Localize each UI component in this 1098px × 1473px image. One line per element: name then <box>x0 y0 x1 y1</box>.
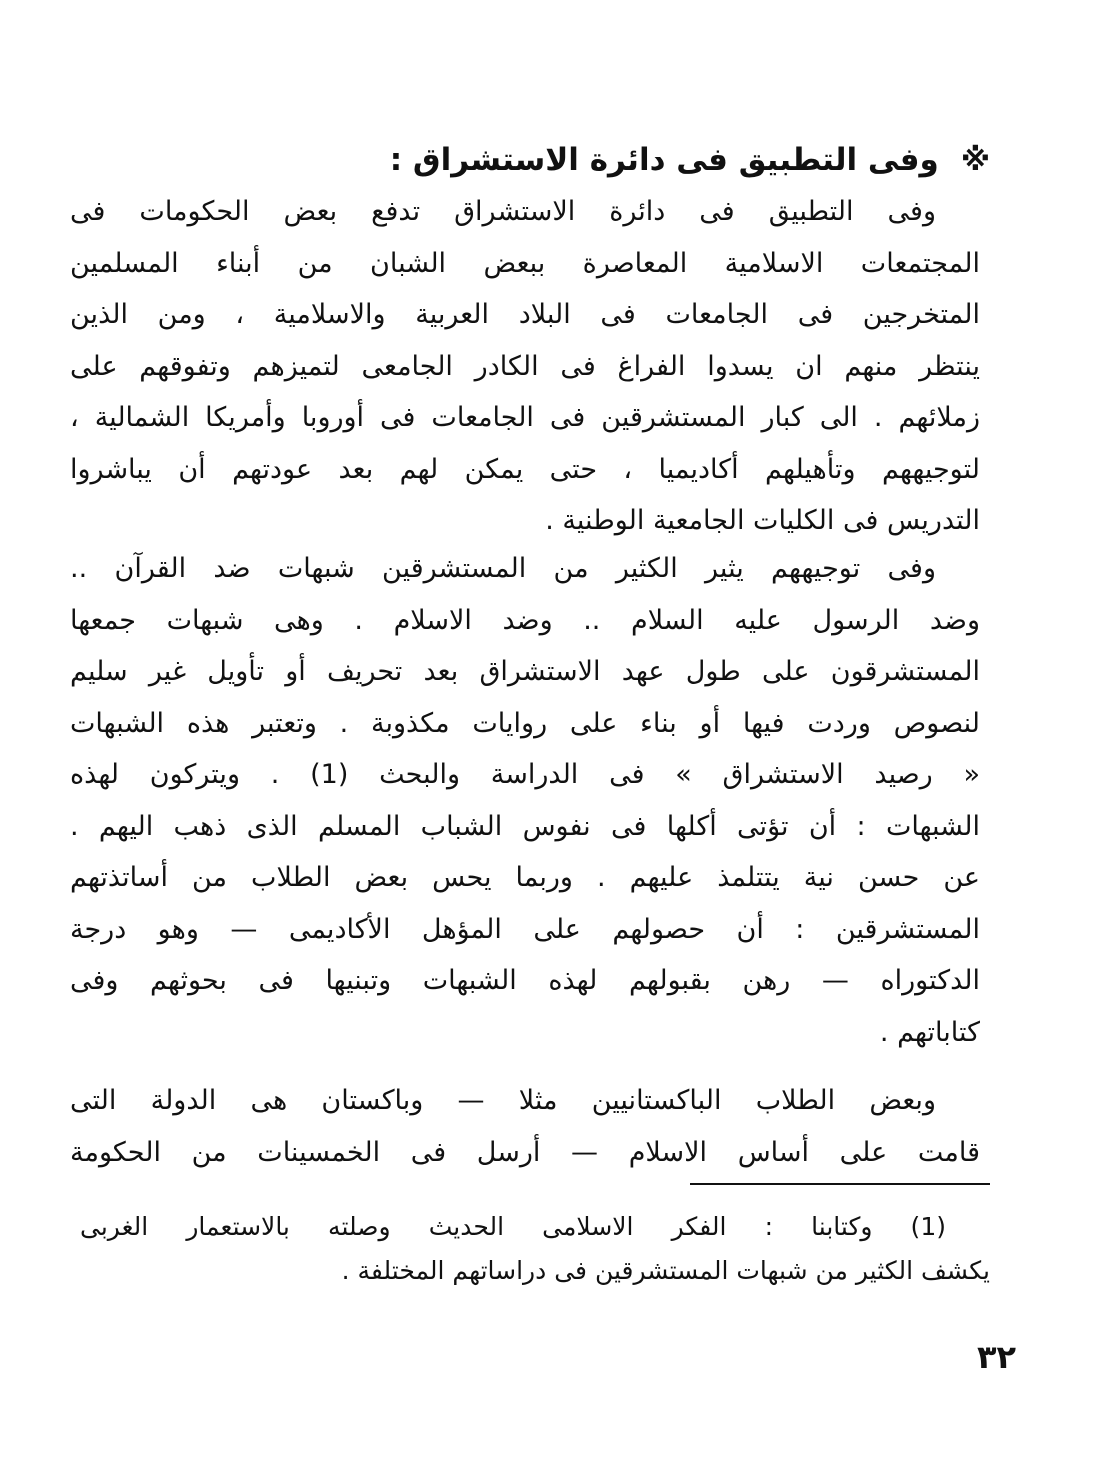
footnote-line: (1) وكتابنا : الفكر الاسلامى الحديث وصلته بالاستعمار الغربى <box>80 1212 946 1241</box>
paragraph-line: ينتظر منهم ان يسدوا الفراغ فى الكادر الجامعى لتميزهم وتفوقهم على <box>70 350 980 382</box>
paragraph-line: المستشرقون على طول عهد الاستشراق بعد تحريف أو تأويل غير سليم <box>70 656 980 687</box>
footnote <box>80 1205 990 1293</box>
section-heading-text: وفى التطبيق فى دائرة الاستشراق : <box>389 142 939 178</box>
paragraph-line: وفى توجيههم يثير الكثير من المستشرقين شبهات ضد القرآن .. <box>70 553 936 584</box>
paragraph-line: وبعض الطلاب الباكستانيين مثلا — وباكستان هى الدولة التى <box>70 1085 936 1116</box>
paragraph-line: المستشرقين : أن حصولهم على المؤهل الأكاديمى — وهو درجة <box>70 913 980 945</box>
page-number: ٣٢ <box>976 1338 1016 1376</box>
paragraph-line: قامت على أساس الاسلام — أرسل فى الخمسينات من الحكومة <box>70 1136 980 1168</box>
section-heading <box>110 140 990 181</box>
paragraph-line: لتوجيههم وتأهيلهم أكاديميا ، حتى يمكن لهم بعد عودتهم أن يباشروا <box>70 453 980 485</box>
paragraph-line: الشبهات : أن تؤتى أكلها فى نفوس الشباب المسلم الذى ذهب اليهم . <box>70 810 980 842</box>
paragraph-2 <box>70 543 980 1058</box>
footnote-separator <box>690 1183 990 1185</box>
paragraph-line: التدريس فى الكليات الجامعية الوطنية . <box>545 505 980 536</box>
paragraph-line: « رصيد الاستشراق » فى الدراسة والبحث (1) . ويتركون لهذه <box>70 759 980 790</box>
paragraph-line: الدكتوراه — رهن بقبولهم لهذه الشبهات وتبنيها فى بحوثهم وفى <box>70 965 980 996</box>
footnote-line: يكشف الكثير من شبهات المستشرقين فى دراساتهم المختلفة . <box>341 1256 990 1285</box>
paragraph-1 <box>70 186 980 547</box>
paragraph-line: وضد الرسول عليه السلام .. وضد الاسلام . وهى شبهات جمعها <box>70 604 980 636</box>
paragraph-line: المجتمعات الاسلامية المعاصرة ببعض الشبان من أبناء المسلمين <box>70 247 980 279</box>
paragraph-line: كتاباتهم . <box>879 1016 980 1048</box>
paragraph-line: زملائهم . الى كبار المستشرقين فى الجامعات فى أوروبا وأمريكا الشمالية ، <box>70 402 980 433</box>
paragraph-3 <box>70 1075 980 1178</box>
asterisk-icon: ※ <box>960 143 990 178</box>
paragraph-line: وفى التطبيق فى دائرة الاستشراق تدفع بعض الحكومات فى <box>70 196 936 227</box>
paragraph-line: عن حسن نية يتتلمذ عليهم . وربما يحس بعض الطلاب من أساتذتهم <box>70 862 980 893</box>
paragraph-line: لنصوص وردت فيها أو بناء على روايات مكذوبة . وتعتبر هذه الشبهات <box>70 707 980 739</box>
paragraph-line: المتخرجين فى الجامعات فى البلاد العربية والاسلامية ، ومن الذين <box>70 299 980 330</box>
